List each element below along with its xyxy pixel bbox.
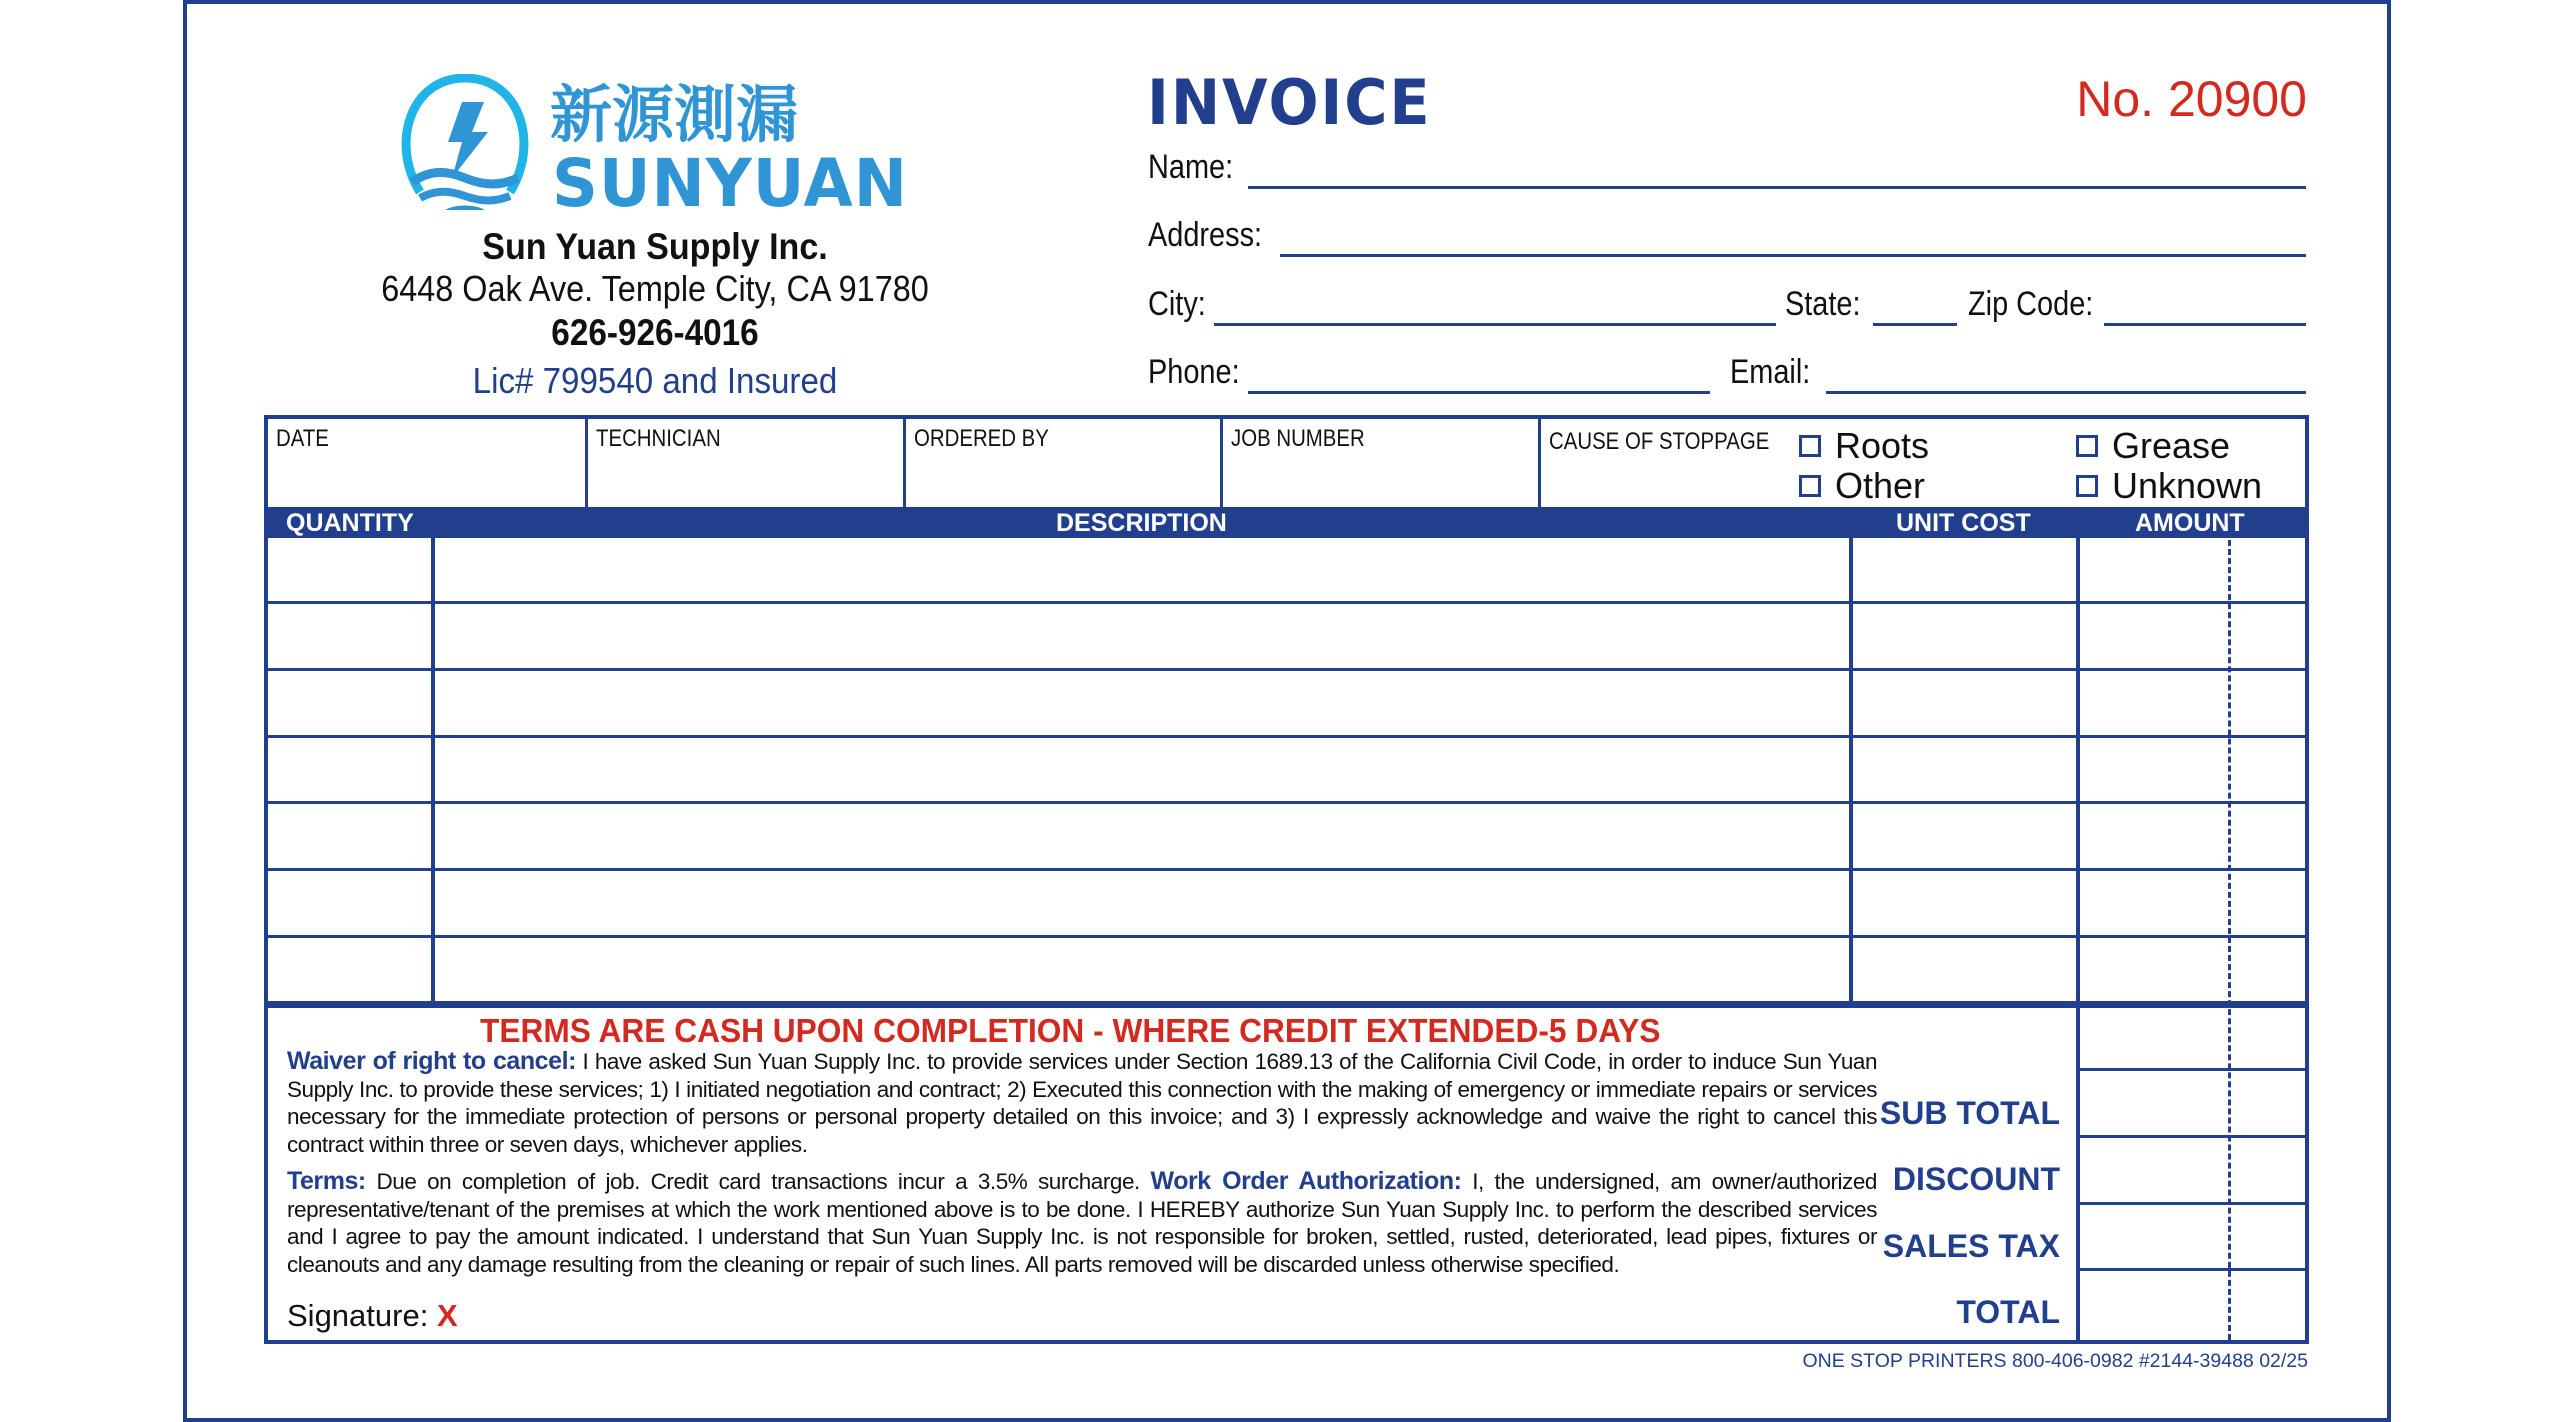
total-label: TOTAL — [1956, 1294, 2060, 1330]
company-name: Sun Yuan Supply Inc. — [482, 226, 828, 267]
sunyuan-logo-icon — [400, 74, 920, 214]
table-row[interactable] — [268, 671, 2305, 738]
header-amount: AMOUNT — [2135, 509, 2245, 537]
table-row[interactable] — [268, 937, 2305, 1004]
checkbox-icon — [1799, 435, 1821, 457]
waiver-title: Waiver of right to cancel: — [287, 1047, 576, 1075]
phone-field[interactable] — [1248, 391, 1710, 394]
city-label: City: — [1148, 285, 1206, 323]
line-items-header — [264, 507, 2309, 538]
table-row[interactable] — [268, 537, 2305, 604]
invoice-title: INVOICE — [1147, 66, 1432, 139]
address-field[interactable] — [1280, 254, 2306, 257]
technician-label: TECHNICIAN — [596, 425, 721, 452]
terms-headline: TERMS ARE CASH UPON COMPLETION - WHERE CREDIT EXTENDED-5 DAYS — [480, 1012, 1661, 1049]
city-field[interactable] — [1214, 323, 1776, 326]
column-divider-unit-cost — [1849, 537, 1853, 1005]
ordered-by-cell[interactable] — [906, 419, 1223, 509]
signature-field[interactable] — [287, 1298, 458, 1334]
checkbox-unknown[interactable]: Unknown — [2076, 465, 2262, 507]
totals-column — [2076, 1004, 2309, 1344]
table-row[interactable] — [268, 804, 2305, 871]
terms-text: Due on completion of job. Credit card transactions incur a 3.5% surcharge. — [376, 1169, 1140, 1194]
checkbox-icon — [1799, 475, 1821, 497]
zip-label: Zip Code: — [1968, 285, 2094, 323]
ordered-by-label: ORDERED BY — [914, 425, 1049, 452]
checkbox-grease[interactable]: Grease — [2076, 425, 2230, 467]
printer-footer: ONE STOP PRINTERS 800-406-0982 #2144-39488 02/25 — [1802, 1350, 2308, 1372]
email-label: Email: — [1730, 353, 1811, 391]
name-field[interactable] — [1248, 186, 2306, 189]
job-details-box — [264, 415, 2309, 509]
checkbox-icon — [2076, 475, 2098, 497]
zip-field[interactable] — [2104, 323, 2306, 326]
company-logo — [400, 74, 920, 214]
job-number-cell[interactable] — [1223, 419, 1541, 509]
company-address: 6448 Oak Ave. Temple City, CA 91780 — [381, 268, 929, 309]
header-unit-cost: UNIT COST — [1896, 509, 2031, 537]
discount-label: DISCOUNT — [1892, 1161, 2060, 1197]
header-description: DESCRIPTION — [1056, 509, 1227, 537]
column-divider-quantity — [431, 537, 435, 1005]
state-field[interactable] — [1873, 323, 1957, 326]
phone-label: Phone: — [1148, 353, 1240, 391]
name-label: Name: — [1148, 148, 1234, 186]
line-items-table — [264, 537, 2309, 1005]
svg-text:SUNYUAN: SUNYUAN — [552, 145, 908, 214]
sales-tax-field[interactable] — [2080, 1204, 2309, 1271]
column-divider-amount — [2076, 537, 2080, 1005]
work-order-text: I, the undersigned, am owner/authorized representative/tenant of the premises at which the work mentioned above is to be done. I HEREBY authorize Sun Yuan Supply Inc. to perform the described services and I agree to pay the amount indicated. I understand that Sun Yuan Supply Inc. is not responsible for broken, settled, rusted, deteriorated, lead pipes, fixtures or cleanouts and any damage resulting from the cleaning or repair of such lines. All parts removed will be discarded unless otherwise specified. — [287, 1169, 1877, 1277]
table-row[interactable] — [268, 871, 2305, 938]
signature-label: Signature: — [287, 1298, 429, 1333]
signature-mark: X — [436, 1298, 458, 1333]
terms-paragraph — [287, 1168, 1877, 1278]
header-quantity: QUANTITY — [286, 509, 414, 537]
company-license: Lic# 799540 and Insured — [472, 360, 838, 401]
terms-title: Terms: — [287, 1167, 366, 1195]
date-label: DATE — [276, 425, 329, 452]
checkbox-other[interactable]: Other — [1799, 465, 1925, 507]
checkbox-roots[interactable]: Roots — [1799, 425, 1929, 467]
email-field[interactable] — [1826, 391, 2306, 394]
svg-text:新源測漏: 新源測漏 — [550, 78, 799, 151]
waiver-text: I have asked Sun Yuan Supply Inc. to provide services under Section 1689.13 of the California Civil Code, in order to induce Sun Yuan Supply Inc. to provide these services; 1) I initiated negotiation and contract; 2) Executed this connection with the making of emergency or immediate repairs or services necessary for the immediate protection of persons or personal property detailed on this invoice; and 3) I expressly acknowledge and waive the right to cancel this contract within three or seven days, whichever applies. — [287, 1049, 1878, 1157]
job-number-label: JOB NUMBER — [1231, 425, 1365, 452]
sub-total-field[interactable] — [2080, 1071, 2309, 1138]
work-order-title: Work Order Authorization: — [1150, 1167, 1462, 1195]
table-row[interactable] — [268, 737, 2305, 804]
address-label: Address: — [1148, 216, 1263, 254]
table-row[interactable] — [268, 604, 2305, 671]
company-phone: 626-926-4016 — [551, 312, 759, 353]
sub-total-label: SUB TOTAL — [1879, 1095, 2060, 1131]
sales-tax-label: SALES TAX — [1882, 1228, 2060, 1264]
checkbox-icon — [2076, 435, 2098, 457]
technician-cell[interactable] — [588, 419, 906, 509]
totals-row-blank[interactable] — [2080, 1004, 2309, 1071]
date-cell[interactable] — [268, 419, 588, 509]
waiver-paragraph — [287, 1048, 1877, 1158]
invoice-number: No. 20900 — [2076, 71, 2307, 127]
cause-of-stoppage-label: CAUSE OF STOPPAGE — [1549, 428, 1770, 455]
total-field[interactable] — [2080, 1271, 2309, 1338]
state-label: State: — [1785, 285, 1861, 323]
cause-of-stoppage-cell — [1541, 419, 2305, 509]
discount-field[interactable] — [2080, 1138, 2309, 1205]
